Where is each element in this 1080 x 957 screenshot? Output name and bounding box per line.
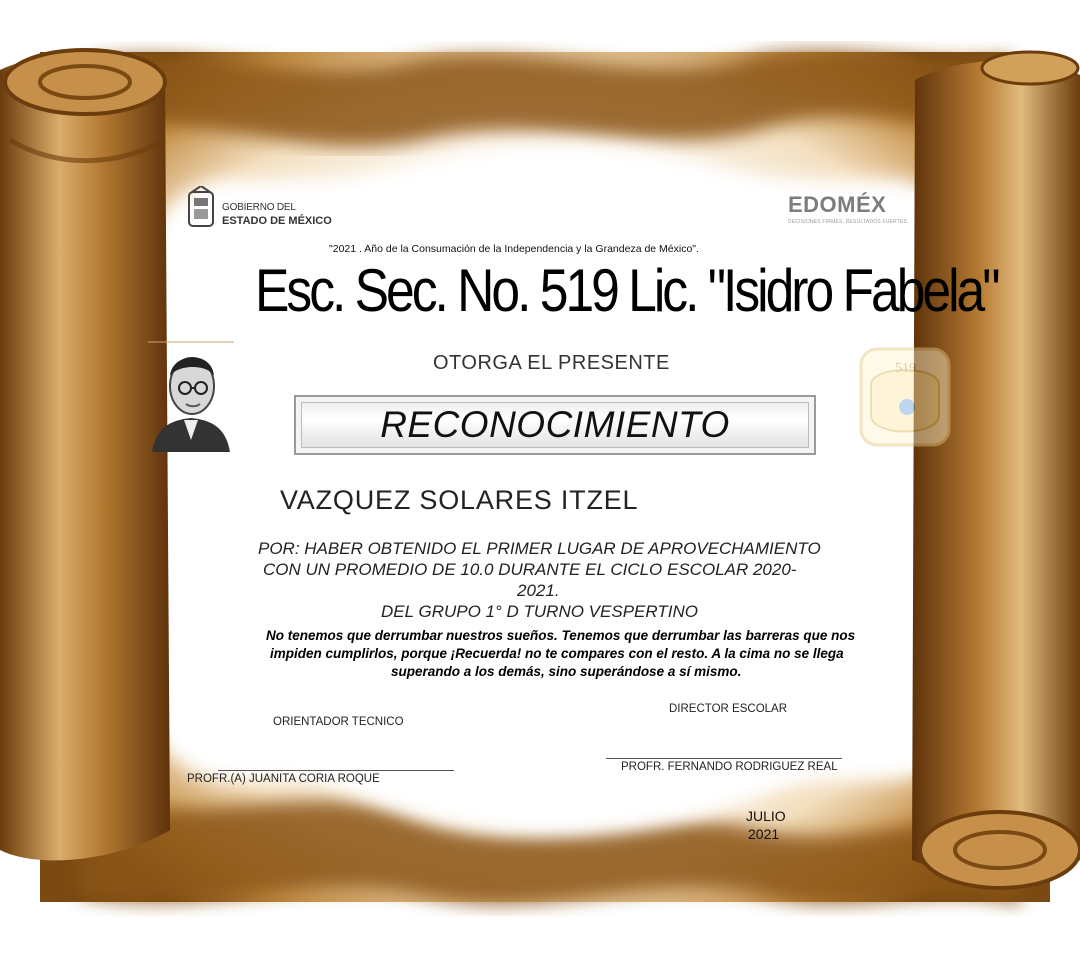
- award-title: RECONOCIMIENTO: [380, 404, 730, 445]
- reason-line-4: DEL GRUPO 1° D TURNO VESPERTINO: [381, 602, 698, 621]
- gobierno-line2: ESTADO DE MÉXICO: [222, 215, 332, 227]
- edomex-tagline: DECISIONES FIRMES, RESULTADOS FUERTES.: [788, 219, 909, 225]
- recipient-name: VAZQUEZ SOLARES ITZEL: [280, 485, 639, 515]
- reason-line-2: CON UN PROMEDIO DE 10.0 DURANTE EL CICLO ESCOLAR 2020-: [263, 560, 797, 579]
- award-title-banner: [294, 395, 816, 455]
- gobierno-line1: GOBIERNO DEL: [222, 202, 296, 213]
- gobierno-edomex-logo: [186, 186, 336, 232]
- left-signature-line: [218, 770, 454, 771]
- edomex-logo-text: EDOMÉX: [788, 192, 887, 217]
- date-month: JULIO: [746, 808, 786, 824]
- grants-text: OTORGA EL PRESENTE: [433, 352, 670, 374]
- quote-line-1: No tenemos que derrumbar nuestros sueños. Tenemos que derrumbar las barreras que nos: [266, 628, 856, 643]
- edomex-logo: [788, 192, 928, 232]
- right-signature-line: [606, 758, 842, 759]
- year-motto: "2021 . Año de la Consumación de la Independencia y la Grandeza de México".: [329, 243, 699, 255]
- isidro-fabela-portrait: [148, 340, 234, 452]
- left-signer-name: PROFR.(A) JUANITA CORIA ROQUE: [187, 773, 380, 785]
- reason-line-1: POR: HABER OBTENIDO EL PRIMER LUGAR DE APROVECHAMIENTO: [258, 539, 821, 558]
- right-signer-role: DIRECTOR ESCOLAR: [669, 703, 788, 715]
- left-signer-role: ORIENTADOR TECNICO: [273, 716, 404, 728]
- school-name-title: Esc. Sec. No. 519 Lic. "Isidro Fabela": [255, 257, 998, 324]
- school-seal-519: [857, 345, 953, 449]
- seal-number: 519: [895, 361, 916, 376]
- quote-line-3: superando a los demás, sino superándose a sí mismo.: [391, 664, 742, 679]
- quote-line-2: impiden cumplirlos, porque ¡Recuerda! no te compares con el resto. A la cima no se llega: [270, 646, 844, 661]
- date-year: 2021: [748, 826, 780, 842]
- reason-line-3: 2021.: [517, 581, 560, 600]
- state-coat-of-arms-icon: [186, 186, 216, 230]
- right-signer-name: PROFR. FERNANDO RODRIGUEZ REAL: [621, 761, 838, 773]
